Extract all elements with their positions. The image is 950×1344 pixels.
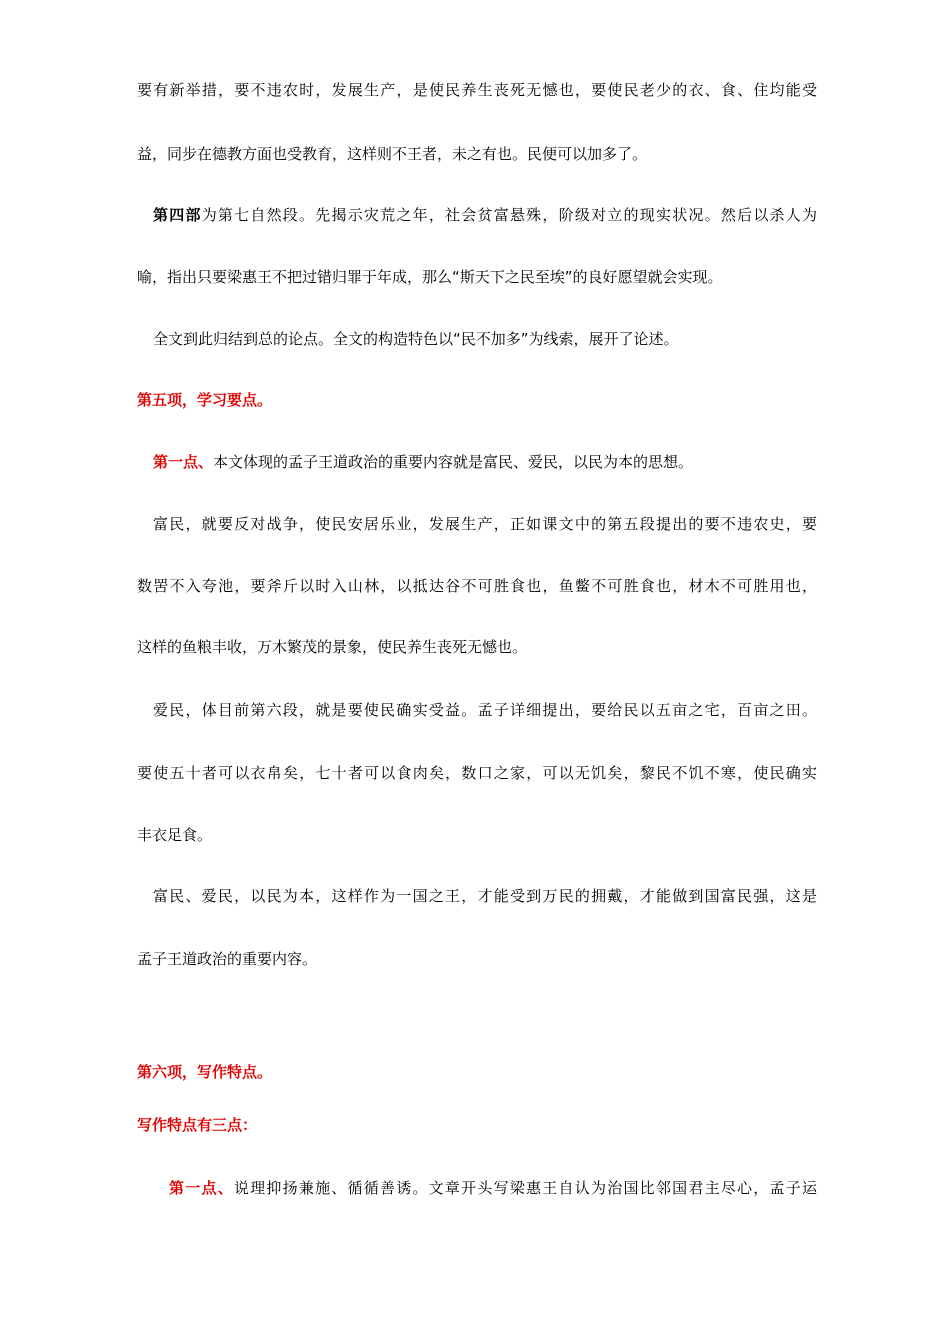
- text-line: 要使五十者可以衣帛矣，七十者可以食肉矣，数口之家，可以无饥矣，黎民不饥不寒，使民确实: [137, 764, 817, 782]
- section-subheading: 写作特点有三点：: [137, 1116, 258, 1134]
- text-line: 富民、爱民，以民为本，这样作为一国之王，才能受到万民的拥戴，才能做到国富民强，这是: [153, 887, 817, 905]
- point-label: 第一点、: [153, 453, 214, 471]
- text-line: 要有新举措，要不违农时，发展生产，是使民养生丧死无憾也，要使民老少的衣、食、住均能受: [137, 81, 817, 99]
- point-label: 第一点、: [169, 1179, 234, 1197]
- section-heading: 第五项，学习要点。: [137, 391, 273, 409]
- text-line: 爱民，体目前第六段，就是要使民确实受益。孟子详细提出，要给民以五亩之宅，百亩之田。: [153, 701, 817, 719]
- text-line: 全文到此归结到总的论点。全文的构造特色以“民不加多”为线索，展开了论述。: [153, 330, 679, 348]
- text-line: 富民，就要反对战争，使民安居乐业，发展生产，正如课文中的第五段提出的要不违农史，要: [153, 515, 817, 533]
- text-span: 说理抑扬兼施、循循善诱。文章开头写梁惠王自认为治国比邻国君主尽心，孟子运: [233, 1179, 817, 1197]
- text-line: 喻，指出只要梁惠王不把过错归罪于年成，那么“斯天下之民至埃”的良好愿望就会实现。: [137, 268, 723, 286]
- text-line: [153, 452, 817, 472]
- text-span: 本文体现的孟子王道政治的重要内容就是富民、爱民，以民为本的思想。: [213, 453, 694, 471]
- text-line: [169, 1178, 817, 1198]
- section-heading: 第六项，写作特点。: [137, 1063, 273, 1081]
- text-line: 益，同步在德教方面也受教育，这样则不王者，未之有也。民便可以加多了。: [137, 145, 648, 163]
- section-label: 第四部: [153, 206, 202, 224]
- text-line: 这样的鱼粮丰收，万木繁茂的景象，使民养生丧死无憾也。: [137, 638, 528, 656]
- text-line: 数罟不入夸池，要斧斤以时入山林，以抵达谷不可胜食也，鱼鳖不可胜食也，材木不可胜用也，: [137, 577, 817, 595]
- text-span: 为第七自然段。先揭示灾荒之年，社会贫富悬殊，阶级对立的现实状况。然后以杀人为: [201, 206, 817, 224]
- text-line: 丰衣足食。: [137, 826, 213, 844]
- text-line: 孟子王道政治的重要内容。: [137, 950, 318, 968]
- text-line: [153, 205, 817, 225]
